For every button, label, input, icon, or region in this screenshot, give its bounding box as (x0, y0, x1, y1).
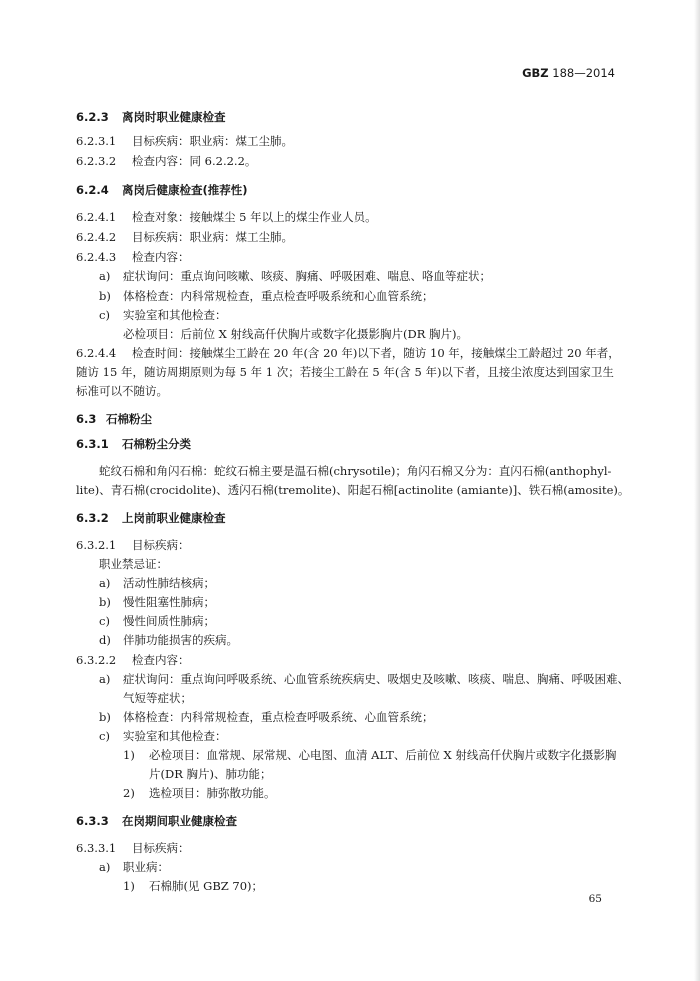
clause-line (76, 133, 293, 149)
clause-number: 6.2.4.3 (76, 250, 117, 264)
list-text: 活动性肺结核病； (123, 576, 215, 590)
sublist-text: 片(DR 胸片)、肺功能； (149, 767, 272, 781)
clause-line (76, 229, 293, 245)
section-title: 在岗期间职业健康检查 (122, 814, 237, 828)
clause-text: 检查时间：接触煤尘工龄在 20 年(含 20 年)以下者，随访 10 年，接触煤尘工龄超过 20 年者， (132, 346, 620, 360)
sublist-text: 选检项目：肺弥散功能。 (149, 786, 276, 800)
list-item-continuation (123, 690, 192, 706)
list-marker: a) (99, 860, 111, 874)
sublist-marker: 1) (123, 879, 135, 893)
section-title: 上岗前职业健康检查 (122, 511, 226, 525)
list-item (99, 288, 434, 304)
clause-text: 检查内容： (132, 653, 190, 667)
section-number: 6.3.2 (76, 511, 109, 525)
paragraph-continuation (76, 364, 614, 380)
section-number: 6.2.4 (76, 183, 109, 197)
clause-line (76, 249, 190, 265)
section-number: 6.3 (76, 412, 97, 426)
list-text: 症状询问：重点询问咳嗽、咳痰、胸痛、呼吸困难、喘息、咯血等症状； (123, 269, 491, 283)
standard-header (522, 66, 615, 80)
sublist-item-continuation (149, 766, 272, 782)
sublist-item (123, 747, 616, 763)
clause-number: 6.3.2.2 (76, 653, 117, 667)
list-item (99, 594, 215, 610)
clause-number: 6.3.3.1 (76, 841, 117, 855)
clause-text: 目标疾病： (132, 538, 190, 552)
list-marker: b) (99, 595, 111, 609)
paragraph-text: 蛇纹石棉和角闪石棉：蛇纹石棉主要是温石棉(chrysotile)；角闪石棉又分为：直闪石棉(anthophyl- (99, 464, 612, 478)
clause-text: 检查对象：接触煤尘 5 年以上的煤尘作业人员。 (132, 210, 377, 224)
paragraph-text: 随访 15 年，随访周期原则为每 5 年 1 次；若接尘工龄在 5 年(含 5 年)以下者，且接尘浓度达到国家卫生 (76, 365, 614, 379)
standard-code: GBZ (522, 66, 549, 80)
list-text: 必检项目：后前位 X 射线高仟伏胸片或数字化摄影胸片(DR 胸片)。 (123, 327, 469, 341)
section-heading (76, 510, 226, 526)
list-marker: b) (99, 289, 111, 303)
clause-line (76, 652, 190, 668)
clause-line (76, 840, 190, 856)
section-title: 离岗后健康检查(推荐性) (122, 183, 248, 197)
list-item (99, 632, 238, 648)
standard-number: 188—2014 (552, 66, 615, 80)
list-item (99, 613, 215, 629)
section-heading (76, 813, 237, 829)
list-item (99, 728, 227, 744)
section-heading (76, 436, 191, 452)
clause-text: 目标疾病：职业病：煤工尘肺。 (132, 134, 293, 148)
list-text: 实验室和其他检查： (123, 729, 227, 743)
list-marker: b) (99, 710, 111, 724)
sublist-item (123, 878, 263, 894)
list-item (99, 671, 629, 687)
sublist-marker: 1) (123, 748, 135, 762)
paragraph-text: 标准可以不随访。 (76, 384, 168, 398)
list-marker: a) (99, 576, 111, 590)
section-title: 石棉粉尘 (106, 412, 152, 426)
clause-line (76, 537, 190, 553)
list-text: 体格检查：内科常规检查，重点检查呼吸系统、心血管系统； (123, 710, 434, 724)
clause-line (76, 153, 256, 169)
section-heading (76, 411, 152, 427)
list-text: 伴肺功能损害的疾病。 (123, 633, 238, 647)
sublist-text: 必检项目：血常规、尿常规、心电图、血清 ALT、后前位 X 射线高仟伏胸片或数字化摄影胸 (149, 748, 617, 762)
section-title: 离岗时职业健康检查 (122, 110, 226, 124)
clause-number: 6.2.3.2 (76, 154, 117, 168)
clause-number: 6.2.4.2 (76, 230, 117, 244)
section-number: 6.3.1 (76, 437, 109, 451)
paragraph-text: 职业禁忌证： (99, 557, 168, 571)
list-item-continuation (123, 326, 468, 342)
sublist-marker: 2) (123, 786, 135, 800)
list-text: 体格检查：内科常规检查，重点检查呼吸系统和心血管系统； (123, 289, 434, 303)
clause-line (76, 345, 620, 361)
clause-number: 6.2.4.4 (76, 346, 117, 360)
list-item (99, 709, 434, 725)
list-text: 慢性间质性肺病； (123, 614, 215, 628)
paragraph-text: lite)、青石棉(crocidolite)、透闪石棉(tremolite)、阳起石棉[actinolite (amiante)]、铁石棉(amosite)。 (76, 483, 630, 497)
paragraph-continuation (76, 482, 629, 498)
paragraph-continuation (76, 383, 168, 399)
list-marker: c) (99, 308, 110, 322)
list-item (99, 307, 227, 323)
clause-number: 6.3.2.1 (76, 538, 117, 552)
list-text: 症状询问：重点询问呼吸系统、心血管系统疾病史、吸烟史及咳嗽、咳痰、喘息、胸痛、呼吸困难、 (123, 672, 629, 686)
clause-text: 目标疾病：职业病：煤工尘肺。 (132, 230, 293, 244)
paragraph-line (99, 556, 168, 572)
list-marker: c) (99, 614, 110, 628)
section-number: 6.2.3 (76, 110, 109, 124)
list-text: 慢性阻塞性肺病； (123, 595, 215, 609)
list-text: 实验室和其他检查： (123, 308, 227, 322)
clause-number: 6.2.4.1 (76, 210, 117, 224)
clause-number: 6.2.3.1 (76, 134, 117, 148)
clause-text: 检查内容：同 6.2.2.2。 (132, 154, 257, 168)
list-text: 职业病： (123, 860, 169, 874)
clause-line (76, 209, 377, 225)
scan-edge-shadow (694, 0, 700, 981)
list-text: 气短等症状； (123, 691, 192, 705)
section-heading (76, 182, 248, 198)
sublist-text: 石棉肺(见 GBZ 70)； (149, 879, 264, 893)
sublist-item (123, 785, 276, 801)
list-marker: a) (99, 269, 111, 283)
page-number: 65 (588, 893, 602, 905)
section-number: 6.3.3 (76, 814, 109, 828)
list-item (99, 575, 215, 591)
clause-text: 检查内容： (132, 250, 190, 264)
list-item (99, 859, 169, 875)
paragraph-line (99, 463, 611, 479)
section-heading (76, 109, 226, 125)
list-marker: d) (99, 633, 111, 647)
list-marker: c) (99, 729, 110, 743)
clause-text: 目标疾病： (132, 841, 190, 855)
list-item (99, 268, 491, 284)
section-title: 石棉粉尘分类 (122, 437, 191, 451)
list-marker: a) (99, 672, 111, 686)
